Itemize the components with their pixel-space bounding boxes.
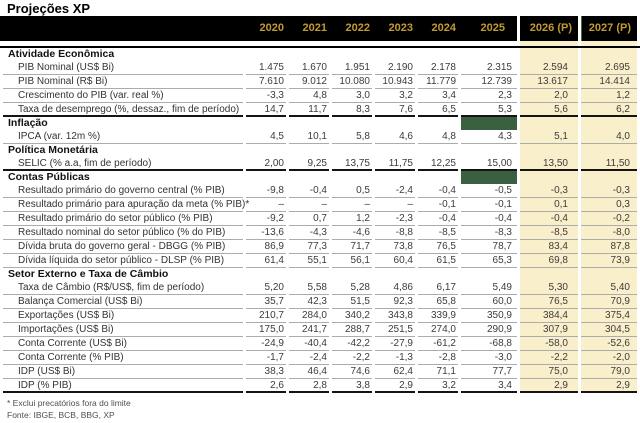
section-spacer-cell: [332, 48, 372, 61]
value-cell: 307,9: [520, 323, 578, 337]
table-row: [0, 240, 640, 254]
table-row: [0, 365, 640, 379]
row-label: SELIC (% a.a, fim de período): [3, 157, 243, 171]
value-cell: 4,86: [375, 281, 415, 295]
value-cell: -3,3: [246, 89, 286, 103]
value-cell: 2.594: [520, 61, 578, 75]
value-cell: 10.943: [375, 75, 415, 89]
value-cell: 5,1: [520, 130, 578, 144]
value-cell: –: [375, 198, 415, 212]
value-cell: 0,5: [332, 184, 372, 198]
section-spacer-cell: [581, 48, 637, 61]
section-header-row: [0, 48, 640, 61]
section-spacer-cell: [418, 144, 458, 157]
section-spacer-cell: [418, 117, 458, 130]
value-cell: 339,9: [418, 309, 458, 323]
value-cell: 14,7: [246, 103, 286, 117]
value-cell: 11.779: [418, 75, 458, 89]
table-row: [0, 309, 640, 323]
value-cell: 10.080: [332, 75, 372, 89]
row-label: Resultado primário do setor público (% PIB): [3, 212, 243, 226]
value-cell: 87,8: [581, 240, 637, 254]
value-cell: -8,5: [520, 226, 578, 240]
value-cell: 5,30: [520, 281, 578, 295]
value-cell: 9,25: [289, 157, 329, 171]
value-cell: -3,0: [461, 351, 517, 365]
value-cell: 2,3: [461, 89, 517, 103]
row-label: Dívida líquida do setor público - DLSP (% PIB): [3, 254, 243, 268]
value-cell: 274,0: [418, 323, 458, 337]
value-cell: 2.315: [461, 61, 517, 75]
value-cell: -2,4: [289, 351, 329, 365]
value-cell: 79,0: [581, 365, 637, 379]
table-row: [0, 254, 640, 268]
value-cell: -2,0: [581, 351, 637, 365]
value-cell: 61,4: [246, 254, 286, 268]
value-cell: 42,3: [289, 295, 329, 309]
row-label: IDP (US$ Bi): [3, 365, 243, 379]
value-cell: -2,8: [418, 351, 458, 365]
section-spacer-cell: [581, 268, 637, 281]
value-cell: -0,3: [520, 184, 578, 198]
value-cell: 1,2: [581, 89, 637, 103]
section-spacer-cell: [581, 117, 637, 130]
value-cell: 12.739: [461, 75, 517, 89]
value-cell: -58,0: [520, 337, 578, 351]
row-label: Taxa de Câmbio (R$/US$, fim de período): [3, 281, 243, 295]
section-spacer-cell: [289, 144, 329, 157]
row-label: Conta Corrente (US$ Bi): [3, 337, 243, 351]
value-cell: -2,2: [332, 351, 372, 365]
value-cell: 3,4: [461, 379, 517, 393]
value-cell: 12,25: [418, 157, 458, 171]
section-spacer-cell: [418, 268, 458, 281]
section-spacer-cell: [332, 144, 372, 157]
table-row: [0, 212, 640, 226]
section-spacer-cell: [375, 268, 415, 281]
value-cell: 1.951: [332, 61, 372, 75]
value-cell: -2,2: [520, 351, 578, 365]
value-cell: 86,9: [246, 240, 286, 254]
row-label: Resultado primário do governo central (% PIB): [3, 184, 243, 198]
row-label: Importações (US$ Bi): [3, 323, 243, 337]
table-row: [0, 89, 640, 103]
value-cell: 4,8: [418, 130, 458, 144]
table-row: [0, 323, 640, 337]
value-cell: 1.475: [246, 61, 286, 75]
value-cell: 288,7: [332, 323, 372, 337]
value-cell: 60,4: [375, 254, 415, 268]
table-row: [0, 226, 640, 240]
value-cell: 73,8: [375, 240, 415, 254]
section-spacer-cell: [246, 144, 286, 157]
value-cell: 73,9: [581, 254, 637, 268]
section-spacer-cell: [520, 144, 578, 157]
value-cell: 5,20: [246, 281, 286, 295]
section-spacer-cell: [289, 117, 329, 130]
row-label: Conta Corrente (% PIB): [3, 351, 243, 365]
value-cell: 71,1: [418, 365, 458, 379]
header-label-spacer: [0, 16, 243, 41]
footnote-precatorios: * Exclui precatórios fora do limite: [7, 398, 131, 408]
value-cell: -40,4: [289, 337, 329, 351]
section-spacer-cell: [246, 171, 286, 184]
value-cell: –: [289, 198, 329, 212]
value-cell: 69,8: [520, 254, 578, 268]
year-header: 2026 (P): [520, 16, 578, 41]
row-label: Resultado nominal do setor público (% do PIB): [3, 226, 243, 240]
section-spacer-cell: [289, 268, 329, 281]
section-spacer-cell: [375, 48, 415, 61]
value-cell: 15,00: [461, 157, 517, 171]
section-spacer-cell: [461, 144, 517, 157]
value-cell: 5,28: [332, 281, 372, 295]
section-spacer-cell: [461, 48, 517, 61]
value-cell: 5,58: [289, 281, 329, 295]
year-header: 2025: [480, 22, 505, 34]
value-cell: -0,3: [581, 184, 637, 198]
value-cell: 290,9: [461, 323, 517, 337]
value-cell: 2,9: [375, 379, 415, 393]
year-header: 2022: [345, 22, 370, 34]
value-cell: -0,4: [289, 184, 329, 198]
value-cell: 55,1: [289, 254, 329, 268]
section-header-row: [0, 171, 640, 184]
value-cell: -13,6: [246, 226, 286, 240]
value-cell: -68,8: [461, 337, 517, 351]
value-cell: 0,7: [289, 212, 329, 226]
value-cell: 10,1: [289, 130, 329, 144]
value-cell: 65,8: [418, 295, 458, 309]
value-cell: 5,8: [332, 130, 372, 144]
value-cell: -4,6: [332, 226, 372, 240]
year-header: 2021: [302, 22, 327, 34]
value-cell: 70,9: [581, 295, 637, 309]
value-cell: 9.012: [289, 75, 329, 89]
value-cell: -61,2: [418, 337, 458, 351]
value-cell: 2.695: [581, 61, 637, 75]
value-cell: 61,5: [418, 254, 458, 268]
value-cell: 8,3: [332, 103, 372, 117]
value-cell: 74,6: [332, 365, 372, 379]
section-spacer-cell: [375, 144, 415, 157]
value-cell: 2,9: [581, 379, 637, 393]
section-label: Contas Públicas: [8, 171, 90, 183]
value-cell: 3,2: [418, 379, 458, 393]
value-cell: 78,7: [461, 240, 517, 254]
header-years-group: [0, 16, 517, 41]
section-spacer-cell: [418, 171, 458, 184]
value-cell: 38,3: [246, 365, 286, 379]
value-cell: 13.617: [520, 75, 578, 89]
section-spacer-cell: [289, 171, 329, 184]
value-cell: 71,7: [332, 240, 372, 254]
table-row: [0, 198, 640, 212]
table-rows: [0, 46, 640, 393]
value-cell: 284,0: [289, 309, 329, 323]
year-header: 2023: [388, 22, 413, 34]
value-cell: 75,0: [520, 365, 578, 379]
value-cell: –: [332, 198, 372, 212]
row-label: Exportações (US$ Bi): [3, 309, 243, 323]
value-cell: 60,0: [461, 295, 517, 309]
value-cell: -42,2: [332, 337, 372, 351]
value-cell: -8,0: [581, 226, 637, 240]
value-cell: -0,4: [520, 212, 578, 226]
value-cell: 5,3: [461, 103, 517, 117]
page-title: Projeções XP: [7, 1, 91, 16]
value-cell: -9,2: [246, 212, 286, 226]
row-label: Resultado primário para apuração da meta (% PIB)*: [3, 198, 243, 212]
value-cell: -0,1: [418, 198, 458, 212]
row-label: Dívida bruta do governo geral - DBGG (% PIB): [3, 240, 243, 254]
value-cell: -27,9: [375, 337, 415, 351]
value-cell: -2,4: [375, 184, 415, 198]
value-cell: 2.178: [418, 61, 458, 75]
value-cell: -2,3: [375, 212, 415, 226]
section-label: Atividade Econômica: [8, 48, 115, 60]
table-row: [0, 157, 640, 171]
value-cell: 6,17: [418, 281, 458, 295]
value-cell: 375,4: [581, 309, 637, 323]
value-cell: 77,7: [461, 365, 517, 379]
value-cell: 77,3: [289, 240, 329, 254]
table-row: [0, 61, 640, 75]
value-cell: 175,0: [246, 323, 286, 337]
row-label: Taxa de desemprego (%, dessaz., fim de período): [3, 103, 243, 117]
section-spacer-cell: [332, 117, 372, 130]
value-cell: 5,49: [461, 281, 517, 295]
value-cell: 56,1: [332, 254, 372, 268]
table-row: [0, 184, 640, 198]
value-cell: -1,3: [375, 351, 415, 365]
value-cell: 251,5: [375, 323, 415, 337]
value-cell: 350,9: [461, 309, 517, 323]
value-cell: 13,50: [520, 157, 578, 171]
section-spacer-cell: [246, 117, 286, 130]
section-spacer-cell: [332, 268, 372, 281]
value-cell: -9,8: [246, 184, 286, 198]
value-cell: 46,4: [289, 365, 329, 379]
value-cell: 3,0: [332, 89, 372, 103]
section-spacer-cell: [246, 268, 286, 281]
value-cell: 14.414: [581, 75, 637, 89]
value-cell: 62,4: [375, 365, 415, 379]
value-cell: 340,2: [332, 309, 372, 323]
value-cell: 51,5: [332, 295, 372, 309]
section-spacer-cell: [520, 171, 578, 184]
row-label: IPCA (var. 12m %): [3, 130, 243, 144]
value-cell: 210,7: [246, 309, 286, 323]
value-cell: 7.610: [246, 75, 286, 89]
value-cell: -8,5: [418, 226, 458, 240]
table-row: [0, 130, 640, 144]
value-cell: 3,4: [418, 89, 458, 103]
value-cell: 241,7: [289, 323, 329, 337]
value-cell: 7,6: [375, 103, 415, 117]
value-cell: 13,75: [332, 157, 372, 171]
value-cell: -0,1: [461, 198, 517, 212]
value-cell: 83,4: [520, 240, 578, 254]
value-cell: -0,4: [418, 212, 458, 226]
value-cell: 5,40: [581, 281, 637, 295]
value-cell: 35,7: [246, 295, 286, 309]
current-year-marker-cell: [461, 171, 517, 184]
value-cell: -1,7: [246, 351, 286, 365]
section-spacer-cell: [520, 48, 578, 61]
value-cell: 2,6: [246, 379, 286, 393]
value-cell: 4,8: [289, 89, 329, 103]
section-spacer-cell: [520, 117, 578, 130]
table-row: [0, 75, 640, 89]
value-cell: -0,4: [418, 184, 458, 198]
value-cell: 2,9: [520, 379, 578, 393]
value-cell: 2.190: [375, 61, 415, 75]
value-cell: 92,3: [375, 295, 415, 309]
value-cell: 1,2: [332, 212, 372, 226]
value-cell: -8,8: [375, 226, 415, 240]
row-label: Crescimento do PIB (var. real %): [3, 89, 243, 103]
table-row: [0, 295, 640, 309]
projections-table: [0, 46, 640, 393]
table-row: [0, 281, 640, 295]
footnote-source: Fonte: IBGE, BCB, BBG, XP: [7, 410, 115, 420]
value-cell: -52,6: [581, 337, 637, 351]
value-cell: –: [246, 198, 286, 212]
value-cell: 4,6: [375, 130, 415, 144]
section-spacer-cell: [375, 171, 415, 184]
value-cell: 1.670: [289, 61, 329, 75]
value-cell: 4,3: [461, 130, 517, 144]
section-label: Política Monetária: [8, 144, 98, 156]
row-label: PIB Nominal (US$ Bi): [3, 61, 243, 75]
section-spacer-cell: [461, 268, 517, 281]
value-cell: 65,3: [461, 254, 517, 268]
current-year-marker-cell: [461, 117, 517, 130]
value-cell: 11,50: [581, 157, 637, 171]
value-cell: 4,0: [581, 130, 637, 144]
row-label: PIB Nominal (R$ Bi): [3, 75, 243, 89]
value-cell: 2,0: [520, 89, 578, 103]
value-cell: 343,8: [375, 309, 415, 323]
table-row: [0, 351, 640, 365]
value-cell: 0,1: [520, 198, 578, 212]
value-cell: 2,8: [289, 379, 329, 393]
value-cell: 11,75: [375, 157, 415, 171]
value-cell: 384,4: [520, 309, 578, 323]
row-label: Balança Comercial (US$ Bi): [3, 295, 243, 309]
row-label: IDP (% PIB): [3, 379, 243, 393]
value-cell: 2,00: [246, 157, 286, 171]
value-cell: 0,3: [581, 198, 637, 212]
year-header: 2020: [259, 22, 284, 34]
value-cell: 76,5: [418, 240, 458, 254]
value-cell: -0,4: [461, 212, 517, 226]
section-spacer-cell: [520, 268, 578, 281]
section-spacer-cell: [581, 144, 637, 157]
table-row: [0, 103, 640, 117]
section-header-row: [0, 144, 640, 157]
value-cell: -8,3: [461, 226, 517, 240]
section-label: Setor Externo e Taxa de Câmbio: [8, 268, 169, 280]
value-cell: 3,2: [375, 89, 415, 103]
table-row: [0, 337, 640, 351]
section-spacer-cell: [246, 48, 286, 61]
footnotes: [0, 397, 640, 421]
value-cell: 4,5: [246, 130, 286, 144]
value-cell: 6,2: [581, 103, 637, 117]
section-spacer-cell: [332, 171, 372, 184]
value-cell: -0,5: [461, 184, 517, 198]
section-spacer-cell: [289, 48, 329, 61]
value-cell: 3,8: [332, 379, 372, 393]
section-label: Inflação: [8, 117, 48, 129]
value-cell: 11,7: [289, 103, 329, 117]
table-header-band: [0, 16, 640, 41]
value-cell: 5,6: [520, 103, 578, 117]
section-spacer-cell: [375, 117, 415, 130]
value-cell: 6,5: [418, 103, 458, 117]
value-cell: -0,2: [581, 212, 637, 226]
section-header-row: [0, 268, 640, 281]
year-header: 2027 (P): [581, 16, 637, 41]
value-cell: 304,5: [581, 323, 637, 337]
value-cell: -24,9: [246, 337, 286, 351]
section-header-row: [0, 117, 640, 130]
section-spacer-cell: [418, 48, 458, 61]
section-spacer-cell: [581, 171, 637, 184]
table-row: [0, 379, 640, 393]
year-header: 2024: [431, 22, 456, 34]
value-cell: 76,5: [520, 295, 578, 309]
value-cell: -4,3: [289, 226, 329, 240]
